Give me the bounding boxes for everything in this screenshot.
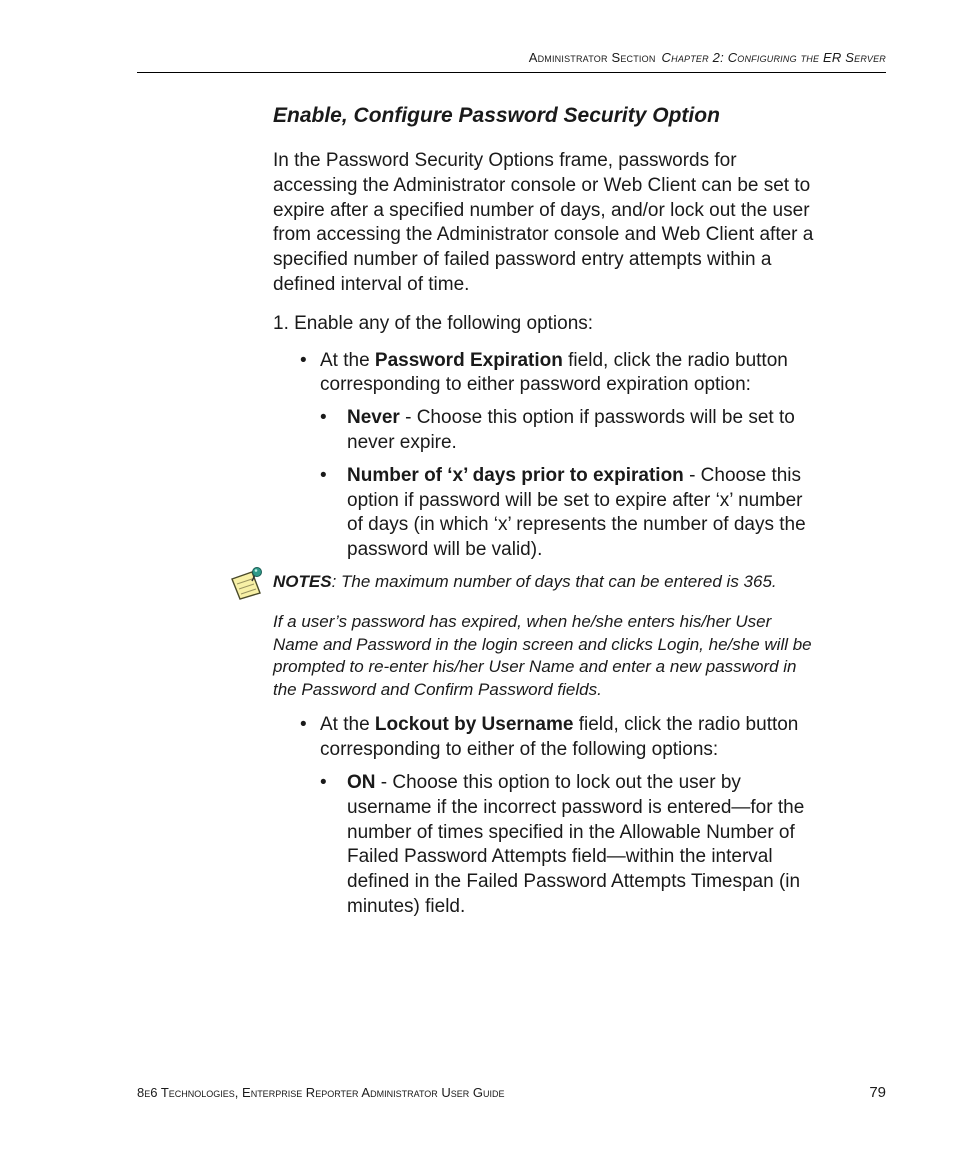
header-chapter: Chapter 2: Configuring the ER Server (661, 50, 886, 65)
bullet: • (300, 714, 307, 736)
option-name-days-prior: Number of ‘x’ days prior to expiration (347, 464, 684, 486)
option-description: - Choose this option to lock out the user by username if the incorrect password is entered—for the number of times specified in the Allowable Number of Failed Password Attempts field—within the interval defined in the Failed Password Attempts Timespan (in minutes) field. (347, 772, 805, 918)
note-paragraph-2: If a user’s password has expired, when he/she enters his/her User Name and Password in the login screen and clicks Login, he/she will be prompted to re-enter his/her User Name and enter a new password in the Password and Confirm Password fields. (273, 612, 812, 699)
page-number: 79 (869, 1084, 886, 1101)
options-list (273, 349, 818, 563)
section-heading: Enable, Configure Password Security Option (273, 104, 720, 127)
note-text: : The maximum number of days that can be entered is 365. (331, 571, 777, 591)
footer-guide-title: 8e6 Technologies, Enterprise Reporter Administrator User Guide (137, 1085, 505, 1100)
page-footer (137, 1085, 886, 1100)
field-name-password-expiration: Password Expiration (374, 349, 563, 371)
header-section: Administrator Section (528, 50, 656, 65)
intro-paragraph: In the Password Security Options frame, passwords for accessing the Administrator console or Web Client can be set to expire after a specified number of days, and/or lock out the user from accessing the Administrator console and Web Client after a specified number of failed password entry attempts within a defined interval of time. (273, 150, 814, 295)
option-name-on: ON (347, 772, 376, 794)
option-name-never: Never (347, 407, 400, 429)
text-run: At the (320, 714, 375, 736)
bullet: • (300, 349, 307, 371)
note-paragraph-1 (273, 571, 818, 594)
list-item-lockout (273, 713, 818, 919)
list-item-on (320, 771, 818, 920)
field-name-lockout: Lockout by Username (374, 714, 574, 736)
bullet: • (320, 464, 327, 486)
list-item-password-expiration (273, 349, 818, 563)
text-run: At the (320, 349, 375, 371)
list-item-days-prior (320, 464, 818, 563)
notepad-pin-icon (227, 565, 267, 601)
lockout-options-list (320, 771, 818, 920)
lockout-list (273, 713, 818, 919)
expiration-options-list (320, 406, 818, 563)
notes-block (273, 571, 818, 702)
running-header (137, 50, 886, 65)
step-1: 1. Enable any of the following options: (273, 312, 594, 334)
list-item-never (320, 406, 818, 456)
text-run: field, click the radio button corresponding to either of the following options: (320, 714, 799, 761)
notes-label: NOTES (273, 571, 332, 591)
text-run: field, click the radio button corresponding to either password expiration option: (320, 349, 788, 396)
header-divider (137, 72, 886, 73)
option-description: - Choose this option if passwords will be set to never expire. (347, 407, 795, 453)
bullet: • (320, 772, 327, 794)
bullet: • (320, 407, 327, 429)
main-content (273, 103, 818, 928)
option-description: - Choose this option if password will be set to expire after ‘x’ number of days (in which ‘x’ represents the number of days the password will be valid). (347, 464, 806, 561)
